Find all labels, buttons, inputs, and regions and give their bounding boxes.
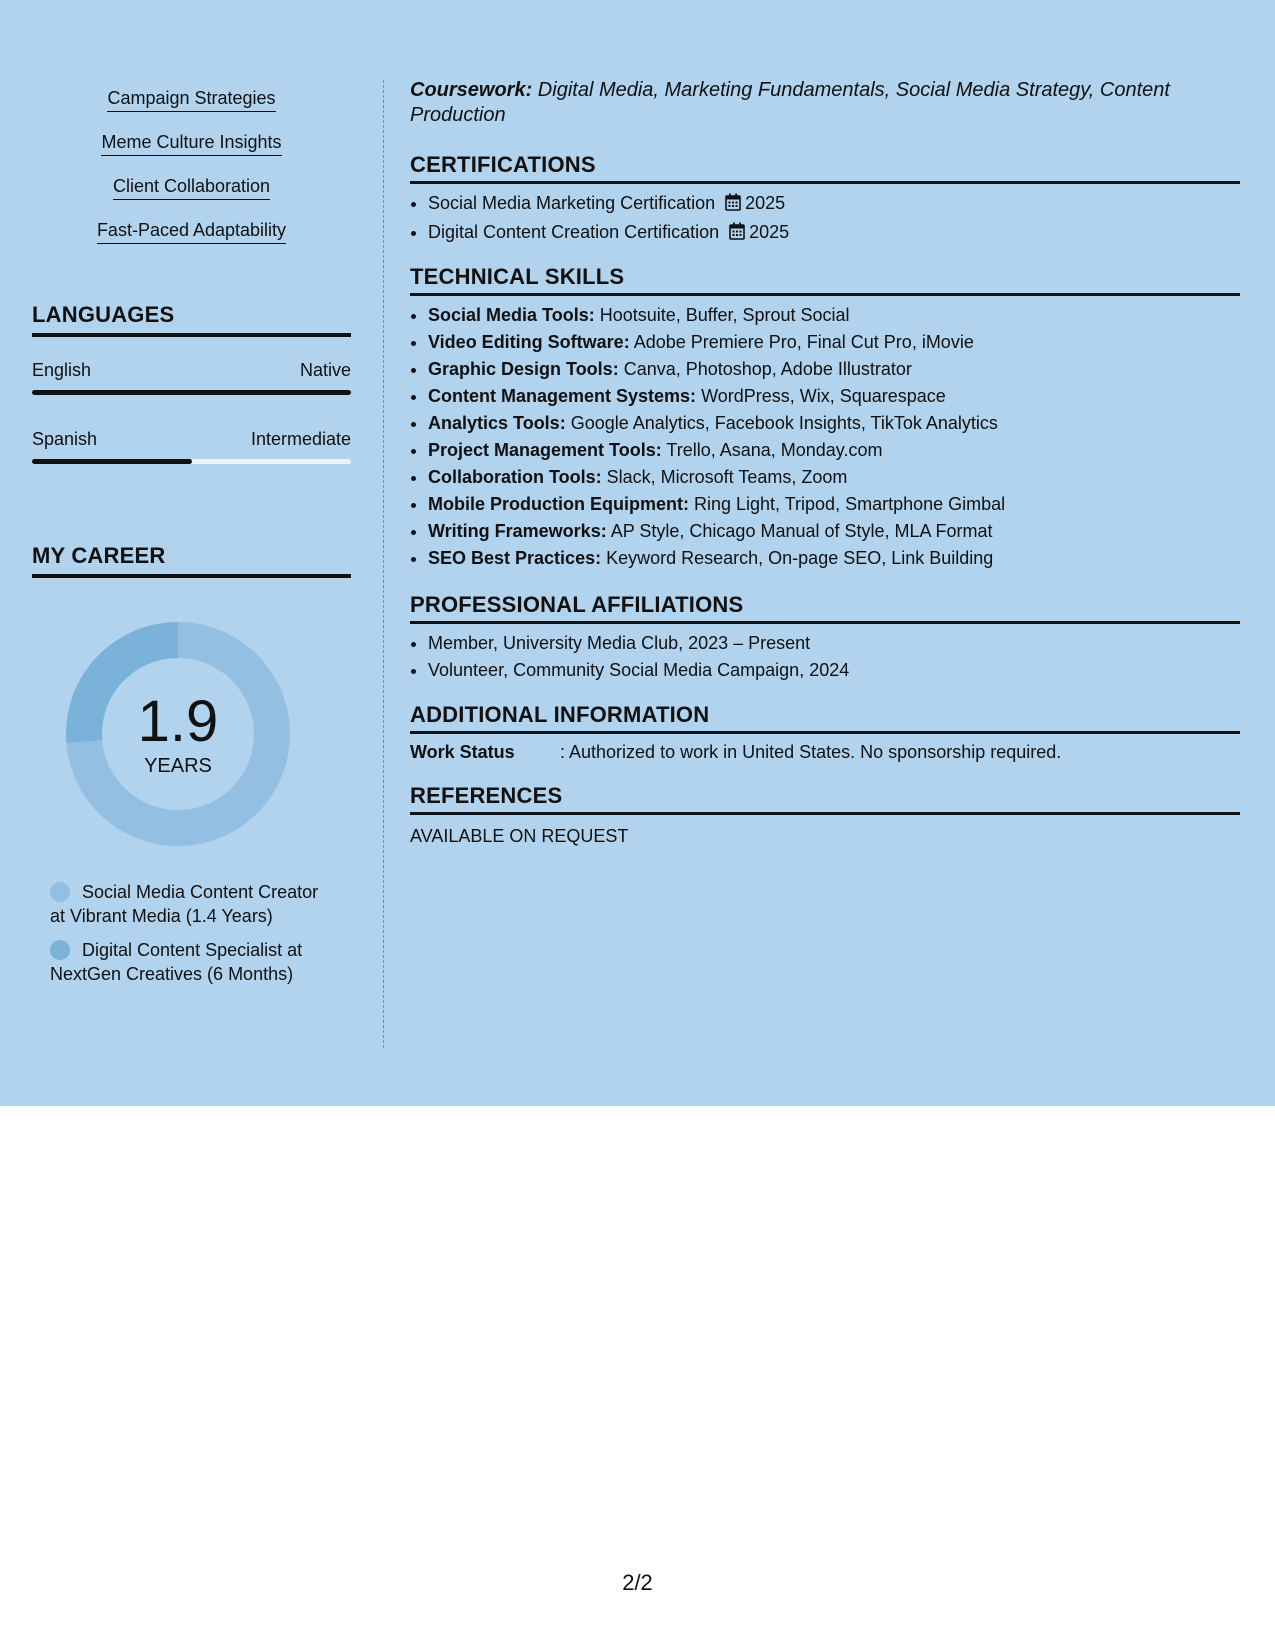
calendar-icon [725,192,741,219]
skill-item [428,437,1240,464]
strength-item: Meme Culture Insights [101,131,281,156]
calendar-icon [729,221,745,248]
skill-value: Hootsuite, Buffer, Sprout Social [594,305,850,325]
language-spanish [32,428,351,464]
skill-value: Slack, Microsoft Teams, Zoom [601,467,848,487]
career-total-years: 1.9 [137,689,219,754]
affiliation-item: • Volunteer, Community Social Media Campaign, 2024 [428,657,1240,684]
skill-value: WordPress, Wix, Squarespace [696,386,946,406]
skill-item [428,302,1240,329]
skill-item [428,464,1240,491]
strength-item: Fast-Paced Adaptability [97,219,286,244]
skill-item [428,410,1240,437]
skill-item [428,518,1240,545]
skill-item [428,383,1240,410]
affiliations-heading: PROFESSIONAL AFFILIATIONS [410,592,1240,624]
certification-item [428,219,1240,248]
skill-item [428,491,1240,518]
career-legend-item [50,938,330,986]
skill-label: Analytics Tools: [428,413,566,433]
column-divider [383,80,384,1048]
work-status-label: Work Status [410,742,515,762]
skill-value: Ring Light, Tripod, Smartphone Gimbal [688,494,1006,514]
skill-label: Graphic Design Tools: [428,359,619,379]
skill-label: Content Management Systems: [428,386,697,406]
affiliations-list [410,630,1240,684]
certification-name: Social Media Marketing Certification [428,193,716,213]
language-level-fill [32,390,351,395]
skill-label: Project Management Tools: [428,440,662,460]
coursework [410,78,1240,128]
skill-value: Keyword Research, On-page SEO, Link Building [601,548,994,568]
strengths-list [32,87,351,263]
certification-year: 2025 [749,222,790,242]
references-heading: REFERENCES [410,783,1240,815]
language-level-fill [32,459,192,464]
career-donut [66,622,290,846]
certification-item [428,190,1240,219]
language-level: Intermediate [250,429,351,449]
language-level-bar [32,390,351,395]
language-level-bar [32,459,351,464]
skill-value: Canva, Photoshop, Adobe Illustrator [618,359,912,379]
career-heading: MY CAREER [32,543,351,578]
technical-skills-list [410,302,1240,572]
skill-label: Collaboration Tools: [428,467,602,487]
legend-dot-icon [50,882,70,902]
career-legend-label: Social Media Content Creator at Vibrant Media (1.4 Years) [50,882,319,926]
skill-item [428,329,1240,356]
skill-label: Video Editing Software: [428,332,630,352]
legend-dot-icon [50,940,70,960]
coursework-text: Digital Media, Marketing Fundamentals, Social Media Strategy, Content Production [410,79,1170,126]
additional-info-heading: ADDITIONAL INFORMATION [410,702,1240,734]
technical-skills-heading: TECHNICAL SKILLS [410,264,1240,296]
strength-item: Client Collaboration [113,175,270,200]
affiliation-item: • Member, University Media Club, 2023 – Present [428,630,1240,657]
languages-heading: LANGUAGES [32,302,351,337]
career-legend-label: Digital Content Specialist at NextGen Creatives (6 Months) [50,940,303,984]
coursework-label: Coursework: [410,79,533,101]
language-level: Native [299,360,351,380]
skill-label: Writing Frameworks: [428,521,607,541]
skill-value: Trello, Asana, Monday.com [661,440,883,460]
skill-value: Adobe Premiere Pro, Final Cut Pro, iMovie [629,332,974,352]
skill-value: Google Analytics, Facebook Insights, TikTok Analytics [565,413,998,433]
skill-item [428,545,1240,572]
certification-name: Digital Content Creation Certification [428,222,720,242]
work-status-value: : Authorized to work in United States. No sponsorship required. [560,742,1062,762]
strength-item: Campaign Strategies [107,87,275,112]
skill-item [428,356,1240,383]
career-legend-item [50,880,330,928]
language-english [32,359,351,395]
career-years-unit: YEARS [144,755,212,777]
skill-label: Mobile Production Equipment: [428,494,689,514]
language-name: Spanish [32,429,98,449]
skill-value: AP Style, Chicago Manual of Style, MLA Format [606,521,993,541]
certifications-heading: CERTIFICATIONS [410,152,1240,184]
skill-label: Social Media Tools: [428,305,595,325]
references-text: AVAILABLE ON REQUEST [410,826,629,846]
skill-label: SEO Best Practices: [428,548,602,568]
certifications-list [410,190,1240,248]
certification-year: 2025 [745,193,786,213]
language-name: English [32,360,92,380]
work-status [410,742,1240,763]
page-number: 2/2 [622,1570,653,1595]
career-legend [50,880,330,996]
